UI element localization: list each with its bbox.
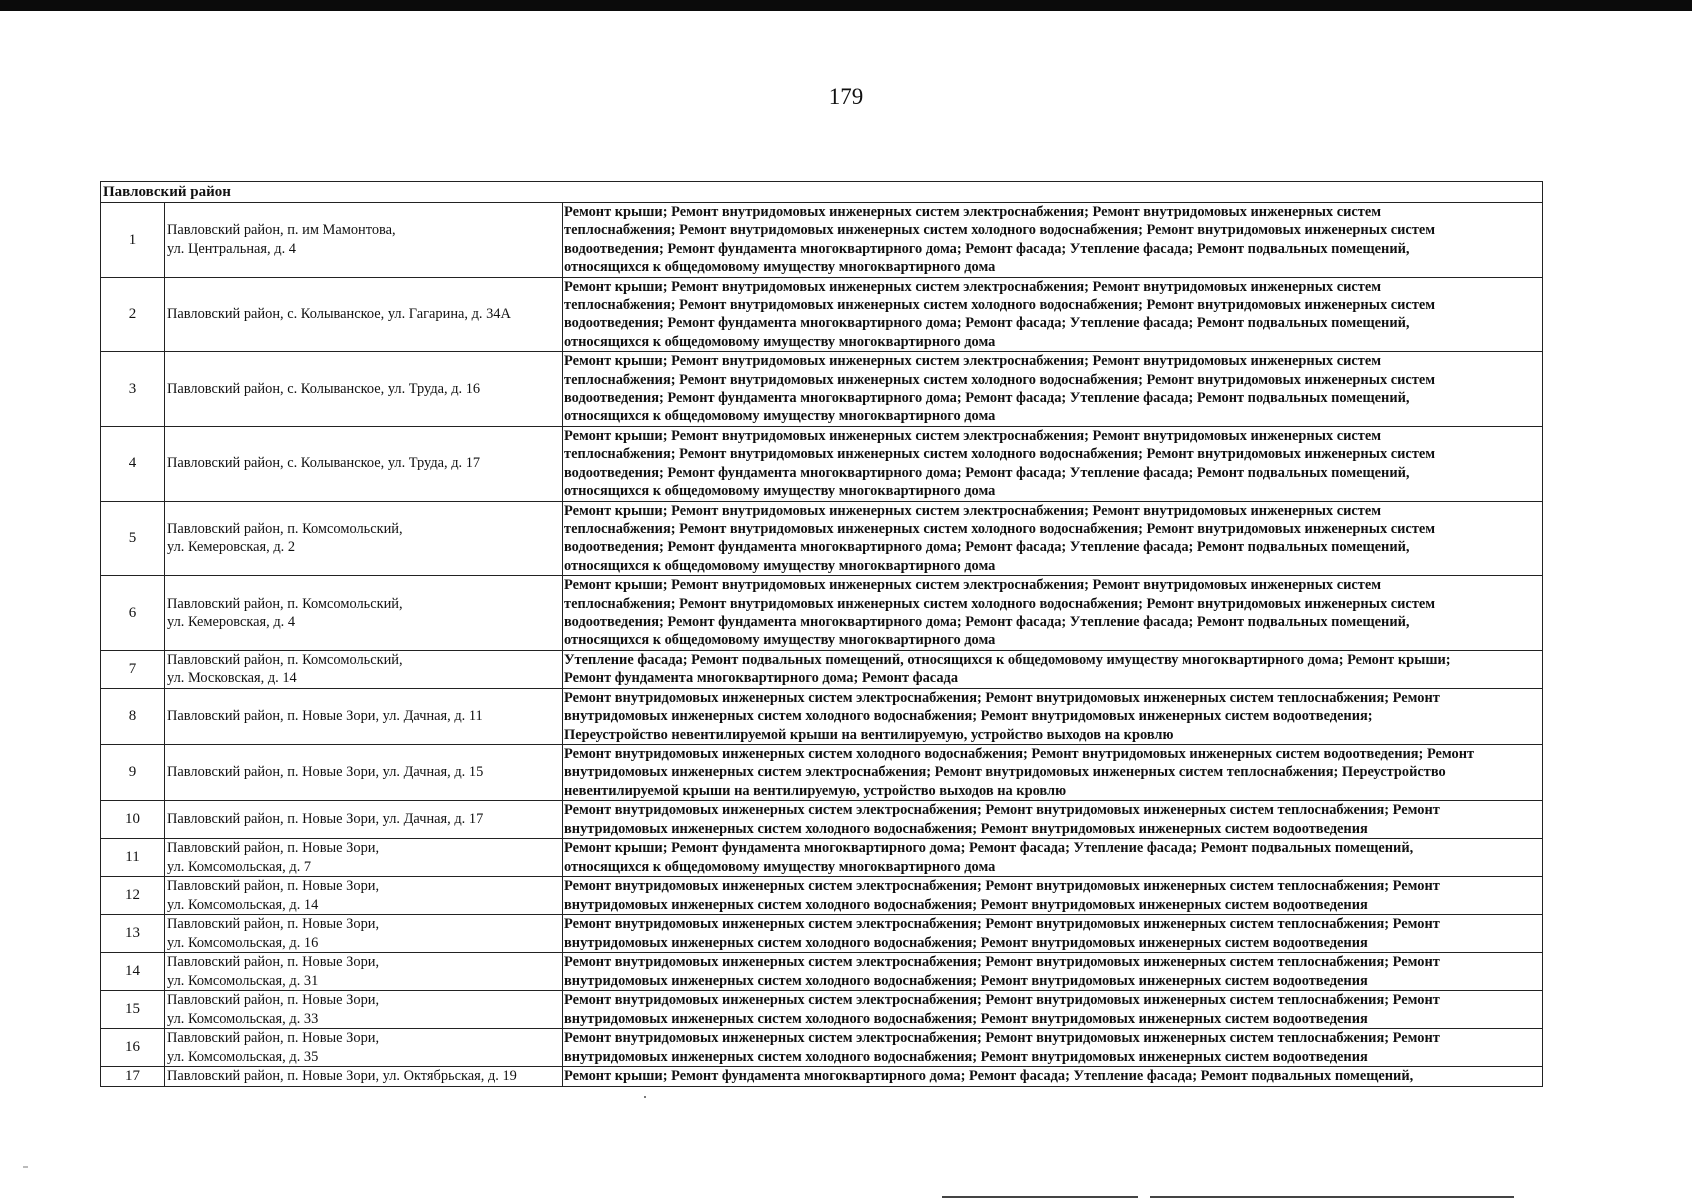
scan-speck: [23, 1166, 28, 1168]
table-row: [101, 953, 1543, 991]
row-works: Ремонт крыши; Ремонт внутридомовых инженерных систем электроснабжения; Ремонт внутридомовых инженерных систем теплоснабжения; Ремонт внутридомовых инженерных систем холодного водоснабжения; Ремонт внутридомовых инженерных систем водоотведения; Ремонт фундамента многоквартирного дома; Ремонт фасада; Утепление фасада; Ремонт подвальных помещений, относящихся к общедомовому имуществу многоквартирного дома: [563, 576, 1543, 651]
page-number: 179: [828, 84, 864, 109]
scan-bottom-edge: [1150, 1196, 1514, 1198]
row-address: Павловский район, п. Новые Зори, ул. Комсомольская, д. 31: [165, 953, 563, 991]
table-row: [101, 877, 1543, 915]
row-address: Павловский район, п. Новые Зори, ул. Комсомольская, д. 35: [165, 1029, 563, 1067]
row-number: 1: [101, 203, 165, 278]
row-address: Павловский район, п. Новые Зори, ул. Комсомольская, д. 33: [165, 991, 563, 1029]
row-works: Ремонт внутридомовых инженерных систем электроснабжения; Ремонт внутридомовых инженерных систем теплоснабжения; Ремонт внутридомовых инженерных систем холодного водоснабжения; Ремонт внутридомовых инженерных систем водоотведения: [563, 915, 1543, 953]
table-row: [101, 1067, 1543, 1086]
row-number: 9: [101, 744, 165, 800]
row-works: Ремонт крыши; Ремонт внутридомовых инженерных систем электроснабжения; Ремонт внутридомовых инженерных систем теплоснабжения; Ремонт внутридомовых инженерных систем холодного водоснабжения; Ремонт внутридомовых инженерных систем водоотведения; Ремонт фундамента многоквартирного дома; Ремонт фасада; Утепление фасада; Ремонт подвальных помещений, относящихся к общедомовому имуществу многоквартирного дома: [563, 501, 1543, 576]
row-works: Утепление фасада; Ремонт подвальных помещений, относящихся к общедомовому имуществу многоквартирного дома; Ремонт крыши; Ремонт фундамента многоквартирного дома; Ремонт фасада: [563, 650, 1543, 688]
scan-bottom-edge: [942, 1196, 1138, 1198]
row-number: 16: [101, 1029, 165, 1067]
row-number: 2: [101, 277, 165, 352]
row-works: Ремонт внутридомовых инженерных систем электроснабжения; Ремонт внутридомовых инженерных систем теплоснабжения; Ремонт внутридомовых инженерных систем холодного водоснабжения; Ремонт внутридомовых инженерных систем водоотведения: [563, 877, 1543, 915]
row-address: Павловский район, п. Новые Зори, ул. Комсомольская, д. 14: [165, 877, 563, 915]
row-number: 13: [101, 915, 165, 953]
district-header-row: [101, 182, 1543, 203]
row-address: Павловский район, п. Новые Зори, ул. Дачная, д. 11: [165, 688, 563, 744]
row-works: Ремонт внутридомовых инженерных систем электроснабжения; Ремонт внутридомовых инженерных систем теплоснабжения; Ремонт внутридомовых инженерных систем холодного водоснабжения; Ремонт внутридомовых инженерных систем водоотведения: [563, 1029, 1543, 1067]
row-number: 8: [101, 688, 165, 744]
row-address: Павловский район, с. Колыванское, ул. Труда, д. 17: [165, 426, 563, 501]
table-row: [101, 277, 1543, 352]
table-row: [101, 650, 1543, 688]
table-row: [101, 1029, 1543, 1067]
table-row: [101, 991, 1543, 1029]
row-number: 17: [101, 1067, 165, 1086]
table-row: [101, 203, 1543, 278]
scan-top-edge: [0, 0, 1692, 11]
row-number: 11: [101, 839, 165, 877]
row-works: Ремонт внутридомовых инженерных систем холодного водоснабжения; Ремонт внутридомовых инженерных систем водоотведения; Ремонт внутридомовых инженерных систем электроснабжения; Ремонт внутридомовых инженерных систем теплоснабжения; Переустройство невентилируемой крыши на вентилируемую, устройство выходов на кровлю: [563, 744, 1543, 800]
table-row: [101, 576, 1543, 651]
row-works: Ремонт внутридомовых инженерных систем электроснабжения; Ремонт внутридомовых инженерных систем теплоснабжения; Ремонт внутридомовых инженерных систем холодного водоснабжения; Ремонт внутридомовых инженерных систем водоотведения: [563, 801, 1543, 839]
row-number: 6: [101, 576, 165, 651]
row-number: 5: [101, 501, 165, 576]
table-row: [101, 744, 1543, 800]
row-number: 14: [101, 953, 165, 991]
table-row: [101, 915, 1543, 953]
table-row: [101, 839, 1543, 877]
row-address: Павловский район, п. Новые Зори, ул. Комсомольская, д. 7: [165, 839, 563, 877]
row-address: Павловский район, п. Комсомольский, ул. Московская, д. 14: [165, 650, 563, 688]
row-works: Ремонт крыши; Ремонт внутридомовых инженерных систем электроснабжения; Ремонт внутридомовых инженерных систем теплоснабжения; Ремонт внутридомовых инженерных систем холодного водоснабжения; Ремонт внутридомовых инженерных систем водоотведения; Ремонт фундамента многоквартирного дома; Ремонт фасада; Утепление фасада; Ремонт подвальных помещений, относящихся к общедомовому имуществу многоквартирного дома: [563, 277, 1543, 352]
row-address: Павловский район, с. Колыванское, ул. Гагарина, д. 34А: [165, 277, 563, 352]
repair-program-table: [100, 181, 1543, 1087]
row-number: 3: [101, 352, 165, 427]
row-works: Ремонт крыши; Ремонт фундамента многоквартирного дома; Ремонт фасада; Утепление фасада; Ремонт подвальных помещений, относящихся к общедомовому имуществу многоквартирного дома: [563, 839, 1543, 877]
row-number: 10: [101, 801, 165, 839]
table-row: [101, 426, 1543, 501]
row-address: Павловский район, п. Комсомольский, ул. Кемеровская, д. 4: [165, 576, 563, 651]
district-name: Павловский район: [101, 182, 1543, 203]
row-address: Павловский район, п. Новые Зори, ул. Комсомольская, д. 16: [165, 915, 563, 953]
row-number: 15: [101, 991, 165, 1029]
row-works: Ремонт внутридомовых инженерных систем электроснабжения; Ремонт внутридомовых инженерных систем теплоснабжения; Ремонт внутридомовых инженерных систем холодного водоснабжения; Ремонт внутридомовых инженерных систем водоотведения; Переустройство невентилируемой крыши на вентилируемую, устройство выходов на кровлю: [563, 688, 1543, 744]
row-number: 12: [101, 877, 165, 915]
table-row: [101, 501, 1543, 576]
row-works: Ремонт внутридомовых инженерных систем электроснабжения; Ремонт внутридомовых инженерных систем теплоснабжения; Ремонт внутридомовых инженерных систем холодного водоснабжения; Ремонт внутридомовых инженерных систем водоотведения: [563, 953, 1543, 991]
row-works: Ремонт крыши; Ремонт внутридомовых инженерных систем электроснабжения; Ремонт внутридомовых инженерных систем теплоснабжения; Ремонт внутридомовых инженерных систем холодного водоснабжения; Ремонт внутридомовых инженерных систем водоотведения; Ремонт фундамента многоквартирного дома; Ремонт фасада; Утепление фасада; Ремонт подвальных помещений, относящихся к общедомовому имуществу многоквартирного дома: [563, 426, 1543, 501]
row-works: Ремонт крыши; Ремонт внутридомовых инженерных систем электроснабжения; Ремонт внутридомовых инженерных систем теплоснабжения; Ремонт внутридомовых инженерных систем холодного водоснабжения; Ремонт внутридомовых инженерных систем водоотведения; Ремонт фундамента многоквартирного дома; Ремонт фасада; Утепление фасада; Ремонт подвальных помещений, относящихся к общедомовому имуществу многоквартирного дома: [563, 352, 1543, 427]
row-works: Ремонт внутридомовых инженерных систем электроснабжения; Ремонт внутридомовых инженерных систем теплоснабжения; Ремонт внутридомовых инженерных систем холодного водоснабжения; Ремонт внутридомовых инженерных систем водоотведения: [563, 991, 1543, 1029]
row-number: 7: [101, 650, 165, 688]
row-number: 4: [101, 426, 165, 501]
row-works: Ремонт крыши; Ремонт внутридомовых инженерных систем электроснабжения; Ремонт внутридомовых инженерных систем теплоснабжения; Ремонт внутридомовых инженерных систем холодного водоснабжения; Ремонт внутридомовых инженерных систем водоотведения; Ремонт фундамента многоквартирного дома; Ремонт фасада; Утепление фасада; Ремонт подвальных помещений, относящихся к общедомовому имуществу многоквартирного дома: [563, 203, 1543, 278]
table-row: [101, 801, 1543, 839]
row-address: Павловский район, п. Комсомольский, ул. Кемеровская, д. 2: [165, 501, 563, 576]
scan-speck: [644, 1096, 646, 1098]
row-address: Павловский район, с. Колыванское, ул. Труда, д. 16: [165, 352, 563, 427]
row-address: Павловский район, п. Новые Зори, ул. Октябрьская, д. 19: [165, 1067, 563, 1086]
row-address: Павловский район, п. им Мамонтова, ул. Центральная, д. 4: [165, 203, 563, 278]
row-address: Павловский район, п. Новые Зори, ул. Дачная, д. 15: [165, 744, 563, 800]
table-row: [101, 352, 1543, 427]
row-address: Павловский район, п. Новые Зори, ул. Дачная, д. 17: [165, 801, 563, 839]
table-row: [101, 688, 1543, 744]
row-works: Ремонт крыши; Ремонт фундамента многоквартирного дома; Ремонт фасада; Утепление фасада; Ремонт подвальных помещений,: [563, 1067, 1543, 1086]
